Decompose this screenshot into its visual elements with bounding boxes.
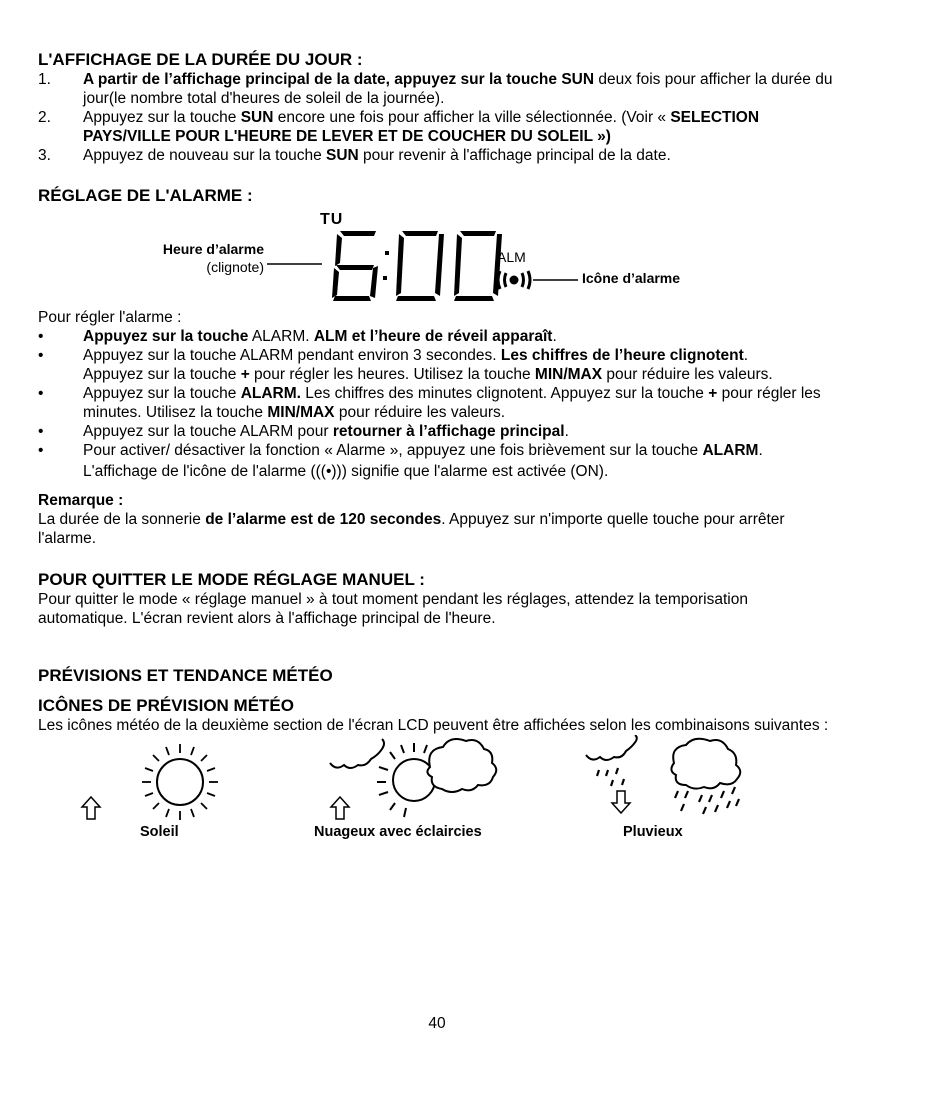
bullet-text: pour régler les heures. Utilisez la touche	[249, 366, 535, 383]
lcd-digit-0-a	[396, 231, 444, 301]
key-minmax: MIN/MAX	[534, 366, 603, 383]
bullet-bold: Les chiffres de l’heure clignotent	[500, 347, 744, 364]
cross-reference: SELECTION PAYS/VILLE POUR L'HEURE DE LEVER ET DE COUCHER DU SOLEIL »)	[83, 109, 760, 145]
caption-sun: Soleil	[140, 824, 179, 840]
alarm-bullet-4	[38, 422, 838, 441]
trend-down-arrow-icon	[612, 791, 630, 813]
step-2	[38, 108, 838, 146]
bullet-text: .	[552, 328, 557, 345]
step-text-bold: A partir de l’affichage principal de la date, appuyez sur la touche SUN	[83, 71, 595, 88]
trend-up-arrow-icon	[331, 797, 349, 819]
bullet-text: .	[743, 347, 749, 364]
step-number: 1.	[38, 71, 51, 88]
section-title-weather: PRÉVISIONS ET TENDANCE MÉTÉO	[38, 666, 333, 685]
bullet-text: ALARM.	[248, 328, 314, 345]
alarm-bullet-2	[38, 346, 838, 384]
caption-rain: Pluvieux	[623, 824, 683, 840]
section-weather-icons	[38, 696, 838, 845]
weather-icons-text: Les icônes météo de la deuxième section de l'écran LCD peuvent être affichées selon les combinaisons suivantes :	[38, 717, 829, 734]
bullet-dot: •	[38, 347, 44, 364]
manual-page	[38, 50, 838, 845]
bullet-text: pour réduire les valeurs.	[334, 404, 506, 421]
bullet-dot: •	[38, 442, 44, 459]
remark-text-part: La durée de la sonnerie	[38, 511, 206, 528]
key-minmax: MIN/MAX	[267, 404, 335, 421]
section-daylight	[38, 50, 838, 165]
section-title-alarm: RÉGLAGE DE L'ALARME :	[38, 186, 253, 205]
bullet-text: Appuyez sur la touche ALARM pendant environ 3 secondes.	[83, 347, 501, 364]
step-number: 2.	[38, 109, 51, 126]
step-text: Appuyez de nouveau sur la touche	[83, 147, 327, 164]
section-weather	[38, 666, 838, 686]
section-subtitle-icons: ICÔNES DE PRÉVISION MÉTÉO	[38, 696, 294, 715]
section-exit	[38, 570, 838, 628]
rain-cloud-icon	[586, 735, 740, 814]
step-text: pour revenir à l'affichage principal de la date.	[358, 147, 671, 164]
alarm-bullet-1	[38, 327, 838, 346]
key-sun: SUN	[326, 147, 359, 164]
step-number: 3.	[38, 147, 51, 164]
weather-icons-row	[38, 735, 838, 845]
key-alarm: ALARM.	[240, 385, 301, 402]
sun-cloud-icon	[330, 739, 496, 817]
section-title-daylight: L'AFFICHAGE DE LA DURÉE DU JOUR :	[38, 50, 363, 69]
bullet-bold: Appuyez sur la touche	[83, 328, 249, 345]
lcd-digit-0-b	[454, 231, 502, 301]
step-text: Appuyez sur la touche	[83, 109, 241, 126]
weather-icons-graphic	[38, 735, 798, 825]
key-plus: +	[240, 366, 250, 383]
bullet-text: .	[564, 423, 569, 440]
bullet-text: Appuyez sur la touche	[83, 366, 241, 383]
remark-title: Remarque :	[38, 492, 124, 509]
caption-sun-cloud: Nuageux avec éclaircies	[314, 824, 482, 840]
step-text: deux fois pour afficher la durée du jour(le nombre total d'heures de soleil de la journée).	[83, 71, 833, 107]
lcd-colon	[383, 251, 389, 280]
bullet-text: Pour activer/ désactiver la fonction « Alarme », appuyez une fois brièvement sur la touche	[83, 442, 703, 459]
alarm-bell-icon	[498, 271, 530, 289]
alarm-bullet-5	[38, 441, 838, 481]
page-number: 40	[428, 1015, 446, 1032]
bullet-text: .	[758, 442, 763, 459]
section-title-exit: POUR QUITTER LE MODE RÉGLAGE MANUEL :	[38, 570, 425, 589]
remark-text	[38, 510, 838, 548]
lcd-day: TU	[320, 211, 344, 228]
alarm-lcd-diagram	[38, 206, 838, 308]
bullet-text: pour réduire les valeurs.	[602, 366, 773, 383]
lcd-alm-indicator: ALM	[497, 249, 526, 265]
alarm-time-label-line2: (clignote)	[206, 259, 264, 275]
bullet-bold: ALM et l’heure de réveil apparaît	[313, 328, 553, 345]
bullet-text: pour régler les minutes. Utilisez la touche	[83, 385, 821, 421]
key-alarm: ALARM	[702, 442, 759, 459]
bullet-text: L'affichage de l'icône de l'alarme (((•))) signifie que l'alarme est activée (ON).	[83, 463, 609, 480]
key-plus: +	[708, 385, 718, 402]
bullet-dot: •	[38, 385, 44, 402]
step-text: encore une fois pour afficher la ville sélectionnée. (Voir «	[273, 109, 671, 126]
lcd-digits-graphic	[38, 206, 798, 308]
bullet-dot: •	[38, 328, 44, 345]
lcd-digit-6	[332, 231, 378, 301]
bullet-text: Appuyez sur la touche ALARM pour	[83, 423, 333, 440]
alarm-intro: Pour régler l'alarme :	[38, 309, 182, 326]
step-1	[38, 70, 838, 108]
bullet-text: Les chiffres des minutes clignotent. Appuyez sur la touche	[300, 385, 709, 402]
alarm-icon-label: Icône d’alarme	[582, 270, 681, 286]
sun-icon	[142, 744, 218, 820]
remark-text-bold: de l’alarme est de 120 secondes	[205, 511, 442, 528]
bullet-text: Appuyez sur la touche	[83, 385, 241, 402]
section-alarm	[38, 186, 838, 548]
key-sun: SUN	[240, 109, 274, 126]
bullet-bold: retourner à l’affichage principal	[332, 423, 565, 440]
exit-text: Pour quitter le mode « réglage manuel » à tout moment pendant les réglages, attendez la temporisation automatique. L'écran revient alors à l'affichage principal de l'heure.	[38, 591, 748, 627]
trend-up-arrow-icon	[82, 797, 100, 819]
bullet-dot: •	[38, 423, 44, 440]
step-3	[38, 146, 838, 165]
alarm-bullet-3	[38, 384, 838, 422]
remark-text-part: . Appuyez sur n'importe quelle touche pour arrêter l'alarme.	[38, 511, 785, 547]
alarm-time-label-line1: Heure d’alarme	[162, 241, 264, 257]
